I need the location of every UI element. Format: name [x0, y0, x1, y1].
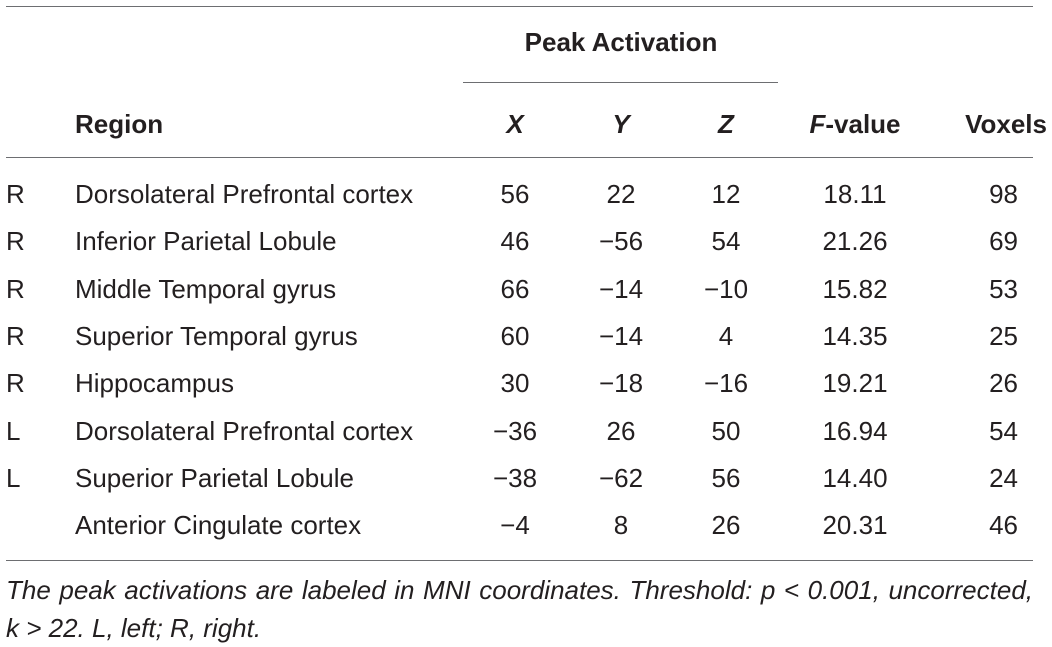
- f-value-cell: 20.31: [822, 510, 888, 540]
- voxels-cell: 53: [989, 274, 1018, 304]
- f-value-header: [809, 109, 900, 139]
- side-cell: R: [6, 274, 25, 304]
- x-cell: 56: [500, 179, 530, 209]
- z-cell: 54: [711, 226, 741, 256]
- voxels-cell: 98: [989, 179, 1018, 209]
- voxels-cell: 26: [989, 368, 1018, 398]
- y-cell: −14: [598, 321, 644, 351]
- f-header-suffix: -value: [825, 109, 901, 139]
- x-cell: 46: [500, 226, 530, 256]
- region-cell: Anterior Cingulate cortex: [75, 510, 362, 540]
- region-cell: Hippocampus: [75, 368, 234, 398]
- z-cell: 4: [718, 321, 734, 351]
- region-cell: Superior Parietal Lobule: [75, 463, 354, 493]
- header-bottom-rule: [6, 157, 1033, 158]
- x-header: X: [506, 109, 524, 139]
- x-cell: −4: [500, 510, 530, 540]
- x-cell: 60: [500, 321, 530, 351]
- y-cell: 22: [606, 179, 636, 209]
- y-cell: 8: [613, 510, 629, 540]
- side-cell: R: [6, 321, 25, 351]
- f-value-cell: 19.21: [822, 368, 888, 398]
- f-value-cell: 18.11: [823, 179, 887, 209]
- voxels-cell: 54: [989, 416, 1018, 446]
- side-cell: R: [6, 226, 25, 256]
- voxels-cell: 69: [989, 226, 1018, 256]
- y-cell: 26: [606, 416, 636, 446]
- f-value-cell: 16.94: [822, 416, 888, 446]
- voxels-cell: 24: [989, 463, 1018, 493]
- z-cell: 26: [711, 510, 741, 540]
- table-top-rule: [6, 6, 1033, 7]
- f-value-cell: 14.40: [822, 463, 888, 493]
- table-footnote: The peak activations are labeled in MNI coordinates. Threshold: p < 0.001, uncorrected, k > 22. L, left; R, right.: [6, 575, 1033, 643]
- side-cell: L: [6, 463, 21, 493]
- x-cell: −38: [492, 463, 538, 493]
- f-value-cell: 14.35: [822, 321, 888, 351]
- peak-activation-underline: [463, 82, 778, 83]
- z-cell: 50: [711, 416, 741, 446]
- region-cell: Inferior Parietal Lobule: [75, 226, 337, 256]
- f-header-letter: F: [809, 109, 826, 139]
- side-cell: L: [6, 416, 21, 446]
- f-value-cell: 15.82: [822, 274, 888, 304]
- y-header: Y: [612, 109, 630, 139]
- y-cell: −18: [598, 368, 644, 398]
- table-bottom-rule: [6, 560, 1033, 561]
- z-cell: 12: [711, 179, 741, 209]
- region-cell: Dorsolateral Prefrontal cortex: [75, 416, 414, 446]
- region-header: Region: [75, 109, 164, 139]
- side-cell: R: [6, 179, 25, 209]
- f-value-cell: 21.26: [822, 226, 888, 256]
- x-cell: 30: [500, 368, 530, 398]
- z-cell: 56: [711, 463, 741, 493]
- voxels-cell: 46: [989, 510, 1018, 540]
- voxels-cell: 25: [989, 321, 1018, 351]
- x-cell: 66: [500, 274, 530, 304]
- side-cell: R: [6, 368, 25, 398]
- z-cell: −16: [703, 368, 749, 398]
- voxels-header: Voxels: [965, 109, 1047, 139]
- region-cell: Middle Temporal gyrus: [75, 274, 337, 304]
- x-cell: −36: [492, 416, 538, 446]
- z-header: Z: [718, 109, 734, 139]
- peak-activation-header: Peak Activation: [524, 27, 718, 57]
- z-cell: −10: [703, 274, 749, 304]
- y-cell: −56: [598, 226, 644, 256]
- region-cell: Dorsolateral Prefrontal cortex: [75, 179, 414, 209]
- region-cell: Superior Temporal gyrus: [75, 321, 358, 351]
- y-cell: −62: [598, 463, 644, 493]
- y-cell: −14: [598, 274, 644, 304]
